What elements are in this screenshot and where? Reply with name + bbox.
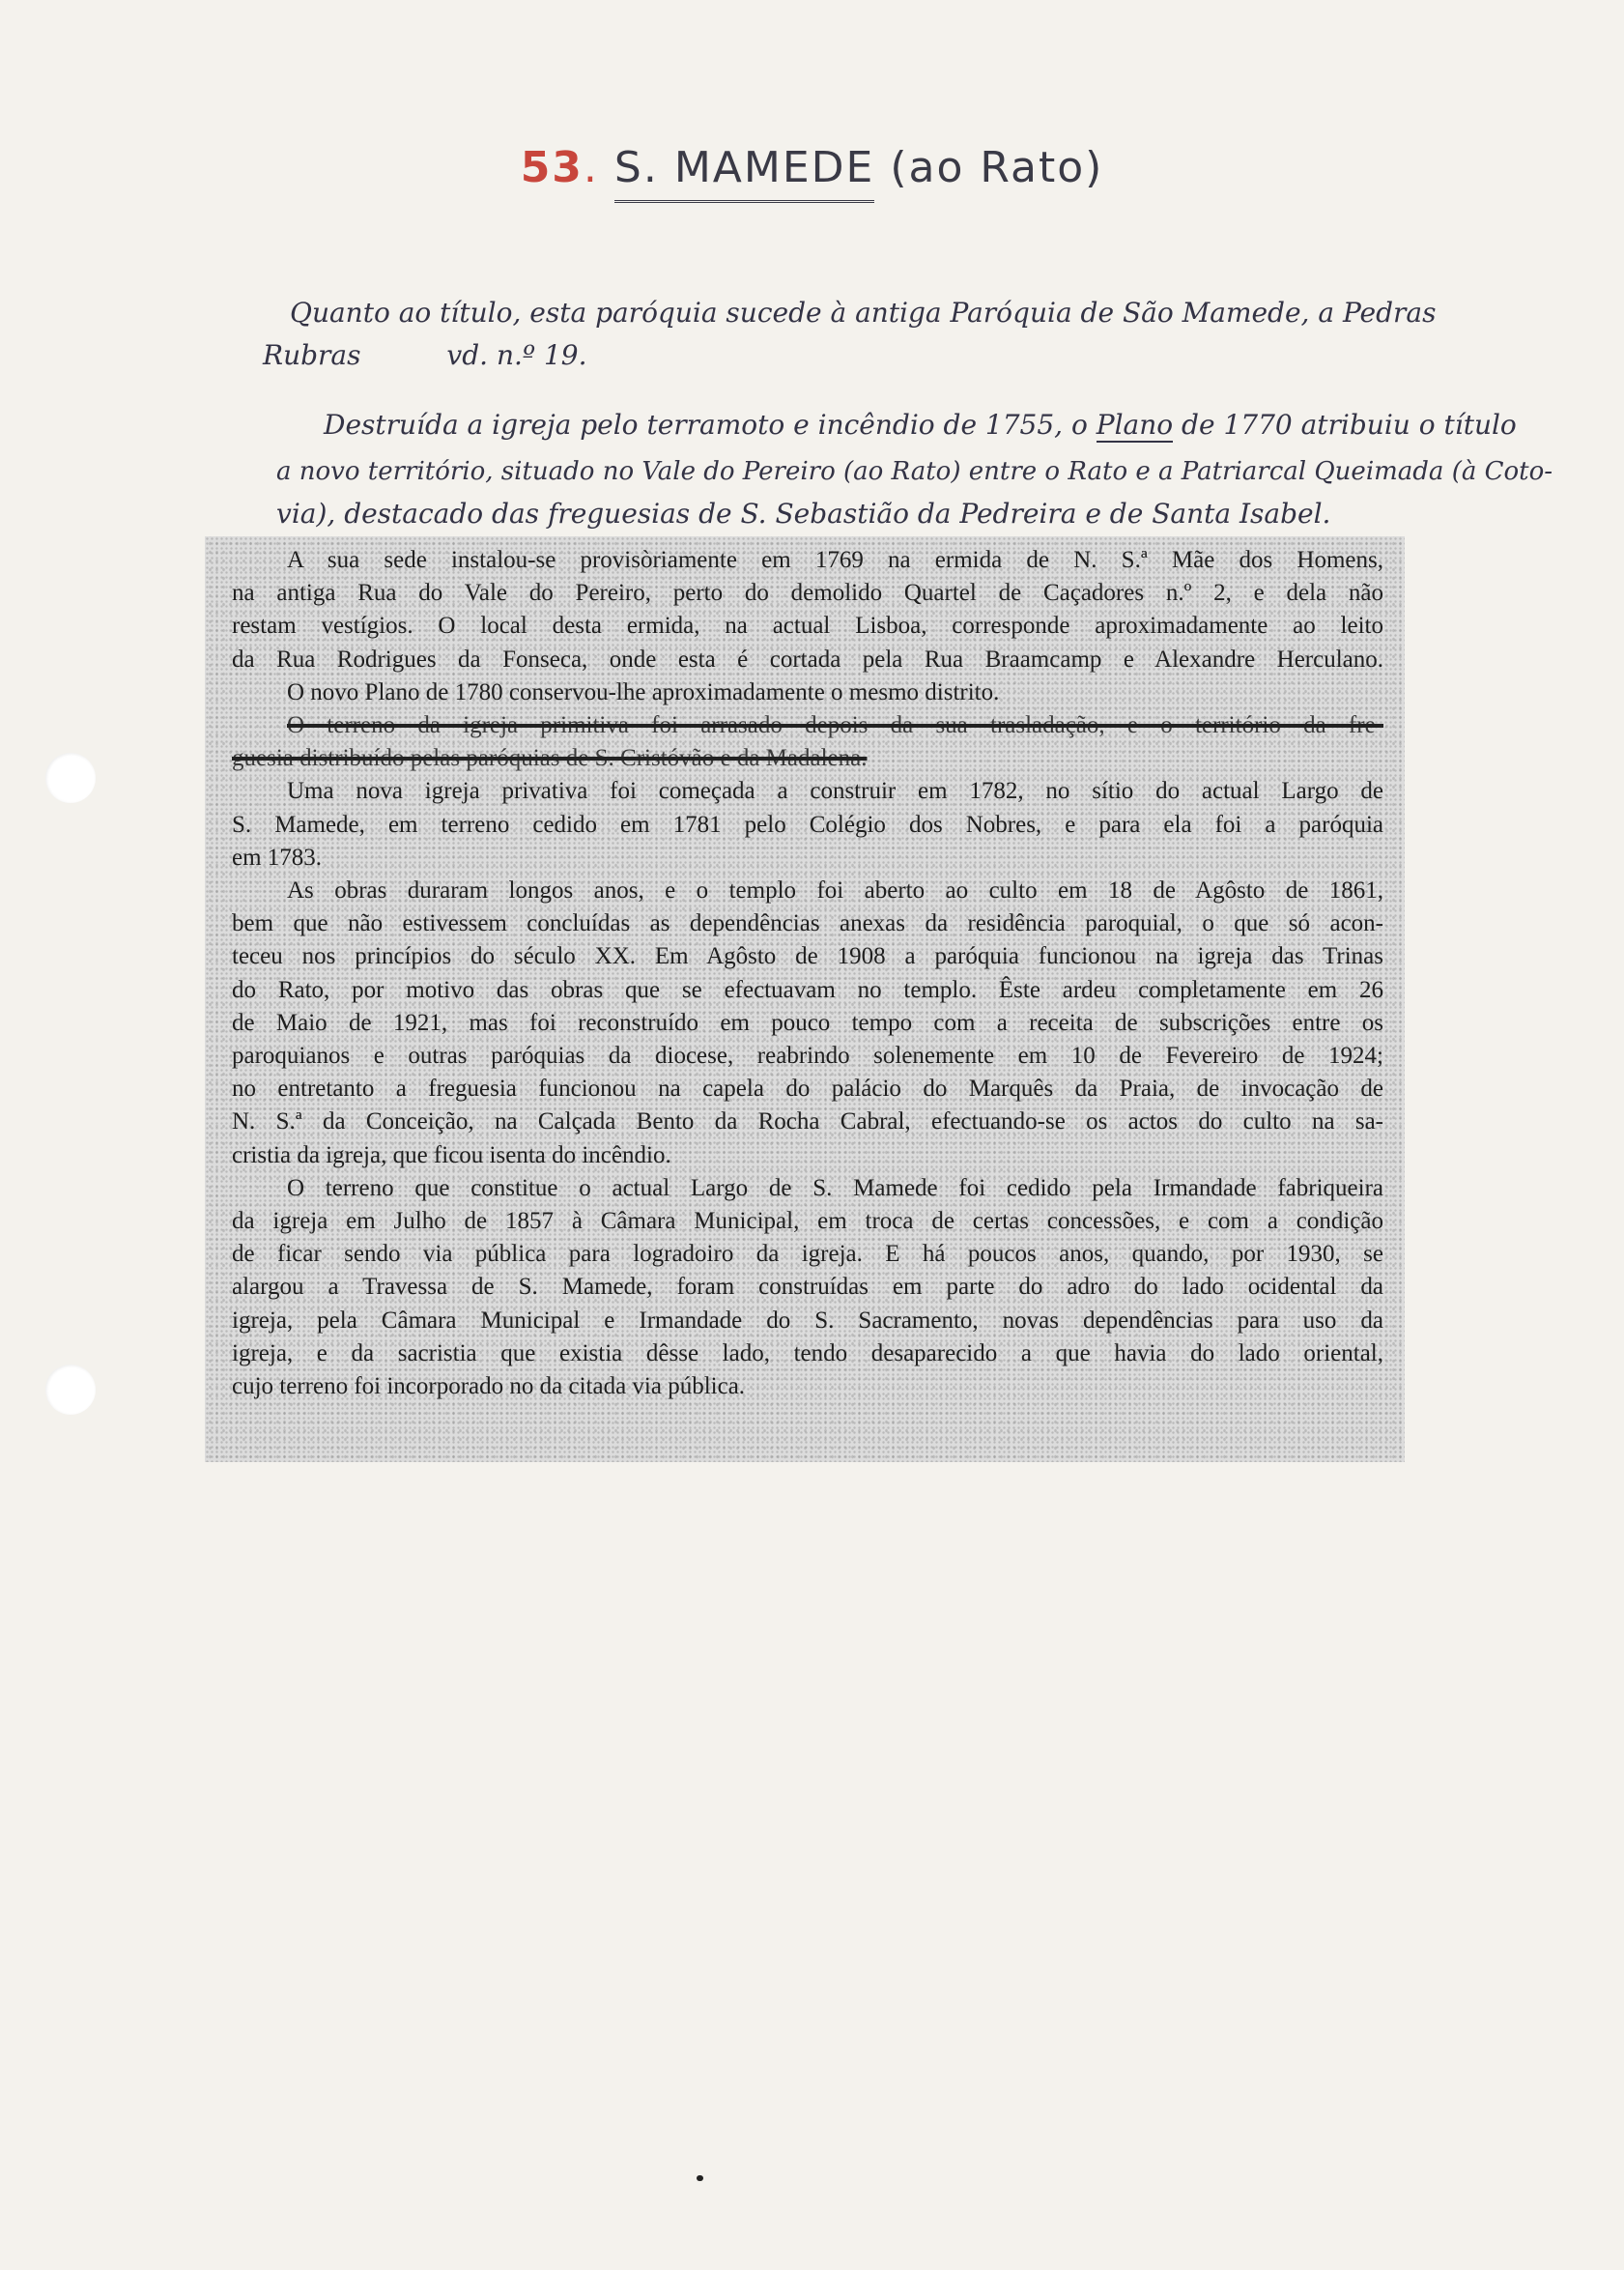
handwritten-text: de 1770 atribuiu o título bbox=[1182, 409, 1517, 441]
clipping-line-struck: O terreno da igreja primitiva foi arrasado depois da sua trasladação, e o território da fre- bbox=[287, 712, 1383, 739]
handwritten-note-2-line-3 bbox=[276, 487, 1330, 541]
clipping-line: da igreja em Julho de 1857 à Câmara Municipal, em troca de certas concessões, e com a condição bbox=[232, 1208, 1383, 1235]
parish-title: S. MAMEDE bbox=[614, 143, 874, 203]
clipping-line: igreja, e da sacristia que existia dêsse lado, tendo desaparecido a que havia do lado oriental, bbox=[232, 1339, 1383, 1366]
clipping-paragraph-3 bbox=[232, 775, 1383, 875]
clipping-line: restam vestígios. O local desta ermida, na actual Lisboa, corresponde aproximadamente ao leito bbox=[232, 613, 1383, 640]
page-heading bbox=[0, 143, 1624, 192]
handwritten-text: Rubras bbox=[263, 339, 361, 371]
punch-hole-bottom bbox=[45, 1365, 96, 1415]
clipping-line: de ficar sendo via pública para logradoiro da igreja. E há poucos anos, quando, por 1930, se bbox=[232, 1241, 1383, 1268]
clipping-line: A sua sede instalou-se provisòriamente em 1769 na ermida de N. S.ª Mãe dos Homens, bbox=[287, 547, 1383, 573]
parish-subtitle: (ao Rato) bbox=[890, 143, 1104, 192]
clipping-line: cristia da igreja, que ficou isenta do incêndio. bbox=[232, 1141, 671, 1168]
clipping-line: Uma nova igreja privativa foi começada a construir em 1782, no sítio do actual Largo de bbox=[287, 778, 1383, 805]
clipping-paragraph-2 bbox=[232, 676, 1383, 709]
handwritten-text: Quanto ao título, esta paróquia sucede à antiga Paróquia de São Mamede, a Pedras bbox=[290, 297, 1437, 329]
handwritten-text: a novo território, situado no Vale do Pereiro (ao Rato) entre o Rato e a Patriarcal Queimada (à Coto- bbox=[276, 457, 1553, 486]
punch-hole-top bbox=[45, 753, 96, 803]
entry-number: 53 bbox=[520, 143, 584, 192]
clipping-line: teceu nos princípios do século XX. Em Agôsto de 1908 a paróquia funcionou na igreja das Trinas bbox=[232, 943, 1383, 970]
clipping-struck-paragraph bbox=[232, 709, 1383, 775]
clipping-line: alargou a Travessa de S. Mamede, foram construídas em parte do adro do lado ocidental da bbox=[232, 1274, 1383, 1301]
clipping-line: do Rato, por motivo das obras que se efectuavam no templo. Êste ardeu completamente em 26 bbox=[232, 976, 1383, 1003]
handwritten-text: vd. n.º 19. bbox=[446, 339, 587, 371]
clipping-line: no entretanto a freguesia funcionou na capela do palácio do Marquês da Praia, de invocação de bbox=[232, 1076, 1383, 1103]
clipping-paragraph-4 bbox=[232, 875, 1383, 1172]
handwritten-underlined-plano: Plano bbox=[1096, 409, 1174, 441]
clipping-paragraph-1 bbox=[232, 544, 1383, 676]
clipping-line: O terreno que constitue o actual Largo de S. Mamede foi cedido pela Irmandade fabriqueira bbox=[287, 1174, 1383, 1201]
entry-number-dot: . bbox=[583, 143, 599, 192]
clipping-line: N. S.ª da Conceição, na Calçada Bento da Rocha Cabral, efectuando-se os actos do culto na sa- bbox=[232, 1108, 1383, 1135]
clipping-line: da Rua Rodrigues da Fonseca, onde esta é cortada pela Rua Braamcamp e Alexandre Herculano. bbox=[232, 646, 1383, 673]
clipping-line: bem que não estivessem concluídas as dependências anexas da residência paroquial, o que só acon- bbox=[232, 910, 1383, 937]
clipping-line: O novo Plano de 1780 conservou-lhe aproximadamente o mesmo distrito. bbox=[287, 678, 1000, 705]
clipping-line: na antiga Rua do Vale do Pereiro, perto do demolido Quartel de Caçadores n.º 2, e dela não bbox=[232, 580, 1383, 607]
clipping-line: de Maio de 1921, mas foi reconstruído em pouco tempo com a receita de subscrições entre os bbox=[232, 1009, 1383, 1036]
clipping-line: paroquianos e outras paróquias da diocese, reabrindo solenemente em 10 de Fevereiro de 1924; bbox=[232, 1043, 1383, 1070]
clipping-line: cujo terreno foi incorporado no da citada via pública. bbox=[232, 1373, 746, 1400]
clipping-line-struck: guesia distribuído pelas paróquias de S. Cristóvão e da Madalena. bbox=[232, 745, 868, 772]
pasted-printed-clipping bbox=[205, 536, 1405, 1462]
handwritten-note-1-line-2 bbox=[263, 329, 586, 383]
clipping-line: As obras duraram longos anos, e o templo foi aberto ao culto em 18 de Agôsto de 1861, bbox=[287, 877, 1383, 905]
page-mark bbox=[697, 2175, 703, 2181]
handwritten-text: via), destacado das freguesias de S. Sebastião da Pedreira e de Santa Isabel. bbox=[276, 498, 1331, 530]
clipping-paragraph-5 bbox=[232, 1172, 1383, 1403]
clipping-line: S. Mamede, em terreno cedido em 1781 pelo Colégio dos Nobres, e para ela foi a paróquia bbox=[232, 811, 1383, 838]
clipping-line: igreja, pela Câmara Municipal e Irmandade do S. Sacramento, novas dependências para uso da bbox=[232, 1307, 1383, 1334]
handwritten-text: Destruída a igreja pelo terramoto e incêndio de 1755, o bbox=[324, 409, 1088, 441]
clipping-line: em 1783. bbox=[232, 844, 323, 871]
